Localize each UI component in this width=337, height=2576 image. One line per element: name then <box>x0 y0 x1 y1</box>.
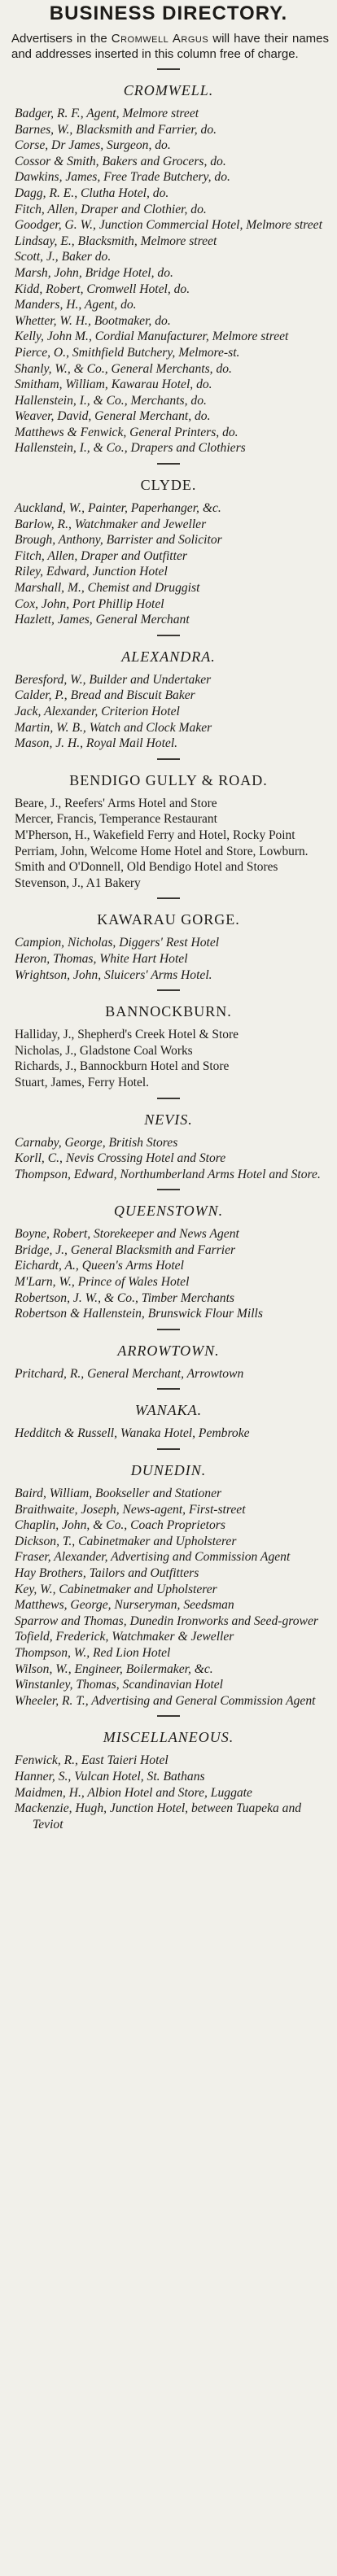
directory-entry: Perriam, John, Welcome Home Hotel and Store, Lowburn. <box>15 844 309 858</box>
entry-list <box>0 1027 337 1090</box>
directory-entry: Fitch, Allen, Draper and Clothier, do. <box>15 202 207 216</box>
directory-entry: Dagg, R. E., Clutha Hotel, do. <box>15 186 169 200</box>
directory-section <box>0 80 337 465</box>
directory-entry: Fitch, Allen, Draper and Outfitter <box>15 548 187 563</box>
section-divider <box>157 758 180 760</box>
directory-entry: Wrightson, John, Sluicers' Arms Hotel. <box>15 967 212 982</box>
directory-entry: Kidd, Robert, Cromwell Hotel, do. <box>15 282 190 296</box>
directory-entry: Badger, R. F., Agent, Melmore street <box>15 107 199 120</box>
directory-entry: Cossor & Smith, Bakers and Grocers, do. <box>15 154 226 168</box>
directory-entry: Maidmen, H., Albion Hotel and Store, Luggate <box>15 1785 252 1800</box>
directory-section <box>0 1200 337 1330</box>
directory-entry: Thompson, Edward, Northumberland Arms Hotel and Store. <box>15 1167 321 1181</box>
section-heading: DUNEDIN. <box>130 1462 207 1479</box>
directory-entry: M'Pherson, H., Wakefield Ferry and Hotel, Rocky Point <box>15 827 295 842</box>
directory-entry: Winstanley, Thomas, Scandinavian Hotel <box>15 1678 223 1692</box>
entry-list <box>0 796 337 892</box>
directory-entry: Hallenstein, I., & Co., Drapers and Clothiers <box>15 441 246 456</box>
intro-paragraph <box>11 31 329 62</box>
entry-list <box>0 1486 337 1709</box>
section-divider <box>157 1448 180 1450</box>
directory-entry: Boyne, Robert, Storekeeper and News Agent <box>15 1227 239 1242</box>
section-heading: BANNOCKBURN. <box>105 1003 232 1020</box>
directory-entry: Campion, Nicholas, Diggers' Rest Hotel <box>15 936 220 950</box>
directory-entry: Whetter, W. H., Bootmaker, do. <box>15 313 171 328</box>
directory-entry: Hallenstein, I., & Co., Merchants, do. <box>15 393 207 408</box>
directory-entry: Dickson, T., Cabinetmaker and Upholsterer <box>15 1534 237 1548</box>
directory-entry: Jack, Alexander, Criterion Hotel <box>15 705 180 718</box>
section-divider <box>157 989 180 991</box>
directory-entry: Goodger, G. W., Junction Commercial Hotel, Melmore street <box>15 218 322 233</box>
directory-section <box>0 770 337 900</box>
intro-text-before: Advertisers in the <box>11 32 112 46</box>
directory-entry: Fraser, Alexander, Advertising and Commission Agent <box>15 1550 291 1565</box>
directory-sections <box>0 80 337 1832</box>
entry-list <box>0 935 337 983</box>
directory-entry: Stevenson, J., A1 Bakery <box>15 875 141 890</box>
directory-entry: Riley, Edward, Junction Hotel <box>15 565 168 579</box>
section-divider <box>157 1329 180 1330</box>
directory-entry: Smitham, William, Kawarau Hotel, do. <box>15 378 212 392</box>
directory-entry: Robertson & Hallenstein, Brunswick Flour Mills <box>15 1307 263 1321</box>
directory-entry: Marshall, M., Chemist and Druggist <box>15 581 200 596</box>
directory-entry: Smith and O'Donnell, Old Bendigo Hotel and Stores <box>15 860 278 875</box>
section-divider <box>157 1388 180 1390</box>
entry-list <box>0 500 337 628</box>
directory-entry: Kelly, John M., Cordial Manufacturer, Melmore street <box>15 330 289 344</box>
entry-list <box>0 1426 337 1442</box>
directory-entry: Cox, John, Port Phillip Hotel <box>15 596 164 611</box>
directory-entry: Mackenzie, Hugh, Junction Hotel, between Tuapeka and Teviot <box>15 1801 302 1832</box>
directory-entry: Matthews & Fenwick, General Printers, do. <box>15 425 239 439</box>
entry-list <box>0 1135 337 1183</box>
section-divider <box>157 897 180 899</box>
section-heading: ALEXANDRA. <box>121 648 216 665</box>
entry-list <box>0 1366 337 1382</box>
directory-entry: Pierce, O., Smithfield Butchery, Melmore-st. <box>15 345 240 360</box>
directory-entry: Nicholas, J., Gladstone Coal Works <box>15 1043 193 1058</box>
directory-entry: Halliday, J., Shepherd's Creek Hotel & Store <box>15 1028 239 1042</box>
directory-entry: Baird, William, Bookseller and Stationer <box>15 1487 222 1501</box>
page-title: BUSINESS DIRECTORY. <box>49 2 288 24</box>
directory-entry: Shanly, W., & Co., General Merchants, do. <box>15 361 232 376</box>
section-divider <box>157 1715 180 1717</box>
directory-entry: Hedditch & Russell, Wanaka Hotel, Pembroke <box>15 1426 250 1441</box>
section-heading: CROMWELL. <box>123 82 214 98</box>
intro-text-after: will have their names and addresses inserted in this column free of charge. <box>11 32 329 61</box>
entry-list <box>0 106 337 456</box>
directory-entry: Thompson, W., Red Lion Hotel <box>15 1645 171 1660</box>
directory-entry: Heron, Thomas, White Hart Hotel <box>15 951 188 966</box>
directory-entry: Robertson, J. W., & Co., Timber Merchants <box>15 1290 234 1305</box>
directory-entry: Beare, J., Reefers' Arms Hotel and Store <box>15 796 217 810</box>
directory-entry: Richards, J., Bannockburn Hotel and Store <box>15 1059 230 1074</box>
entry-list <box>0 672 337 752</box>
directory-entry: Fenwick, R., East Taieri Hotel <box>15 1753 168 1768</box>
directory-entry: Bridge, J., General Blacksmith and Farrier <box>15 1242 236 1257</box>
directory-entry: Key, W., Cabinetmaker and Upholsterer <box>15 1582 217 1596</box>
directory-entry: Chaplin, John, & Co., Coach Proprietors <box>15 1518 225 1533</box>
section-heading: ARROWTOWN. <box>117 1342 220 1359</box>
directory-section <box>0 1109 337 1191</box>
directory-entry: Lindsay, E., Blacksmith, Melmore street <box>15 234 217 248</box>
directory-entry: Beresford, W., Builder and Undertaker <box>15 672 212 687</box>
directory-entry: Marsh, John, Bridge Hotel, do. <box>15 265 173 280</box>
directory-section <box>0 1399 337 1450</box>
section-heading: CLYDE. <box>140 477 197 494</box>
section-heading: MISCELLANEOUS. <box>103 1729 234 1746</box>
directory-section <box>0 1727 337 1832</box>
directory-entry: Wilson, W., Engineer, Boilermaker, &c. <box>15 1661 213 1676</box>
section-divider <box>157 1189 180 1190</box>
directory-section <box>0 1340 337 1391</box>
directory-entry: Hay Brothers, Tailors and Outfitters <box>15 1566 199 1580</box>
section-divider <box>157 463 180 465</box>
directory-section <box>0 474 337 636</box>
directory-entry: Manders, H., Agent, do. <box>15 298 137 312</box>
section-divider <box>157 68 180 70</box>
directory-section <box>0 646 337 760</box>
directory-entry: Braithwaite, Joseph, News-agent, First-street <box>15 1502 246 1517</box>
directory-entry: Tofield, Frederick, Watchmaker & Jeweller <box>15 1630 234 1644</box>
directory-entry: Weaver, David, General Merchant, do. <box>15 409 211 424</box>
directory-entry: Hazlett, James, General Merchant <box>15 613 190 627</box>
directory-entry: Eichardt, A., Queen's Arms Hotel <box>15 1259 184 1273</box>
entry-list <box>0 1753 337 1832</box>
directory-section <box>0 1001 337 1098</box>
section-heading: WANAKA. <box>134 1402 203 1419</box>
directory-entry: Martin, W. B., Watch and Clock Maker <box>15 720 212 735</box>
directory-entry: Brough, Anthony, Barrister and Solicitor <box>15 533 222 548</box>
directory-entry: Mercer, Francis, Temperance Restaurant <box>15 812 217 827</box>
directory-entry: Dawkins, James, Free Trade Butchery, do. <box>15 170 230 185</box>
section-heading: BENDIGO GULLY & ROAD. <box>69 771 268 788</box>
directory-entry: Scott, J., Baker do. <box>15 250 112 264</box>
section-heading: KAWARAU GORGE. <box>97 911 240 928</box>
directory-entry: Wheeler, R. T., Advertising and General Commission Agent <box>15 1693 316 1708</box>
directory-section <box>0 909 337 991</box>
section-divider <box>157 635 180 636</box>
entry-list <box>0 1226 337 1322</box>
directory-entry: Stuart, James, Ferry Hotel. <box>15 1075 149 1089</box>
directory-entry: Sparrow and Thomas, Dunedin Ironworks and Seed-grower <box>15 1613 318 1628</box>
section-divider <box>157 1098 180 1099</box>
directory-entry: Korll, C., Nevis Crossing Hotel and Store <box>15 1151 226 1166</box>
directory-entry: Mason, J. H., Royal Mail Hotel. <box>15 736 178 751</box>
directory-entry: Barlow, R., Watchmaker and Jeweller <box>15 517 207 531</box>
directory-entry: Matthews, George, Nurseryman, Seedsman <box>15 1598 234 1613</box>
directory-entry: Corse, Dr James, Surgeon, do. <box>15 138 171 153</box>
directory-entry: Pritchard, R., General Merchant, Arrowtown <box>15 1366 244 1381</box>
directory-entry: Carnaby, George, British Stores <box>15 1135 178 1150</box>
section-heading: NEVIS. <box>144 1111 193 1128</box>
newspaper-name: Cromwell Argus <box>111 32 209 46</box>
directory-entry: Auckland, W., Painter, Paperhanger, &c. <box>15 501 221 516</box>
directory-entry: Calder, P., Bread and Biscuit Baker <box>15 688 195 703</box>
directory-section <box>0 1460 337 1717</box>
directory-entry: Barnes, W., Blacksmith and Farrier, do. <box>15 122 217 137</box>
directory-entry: Hanner, S., Vulcan Hotel, St. Bathans <box>15 1769 205 1784</box>
directory-entry: M'Larn, W., Prince of Wales Hotel <box>15 1275 190 1290</box>
section-heading: QUEENSTOWN. <box>113 1203 224 1220</box>
